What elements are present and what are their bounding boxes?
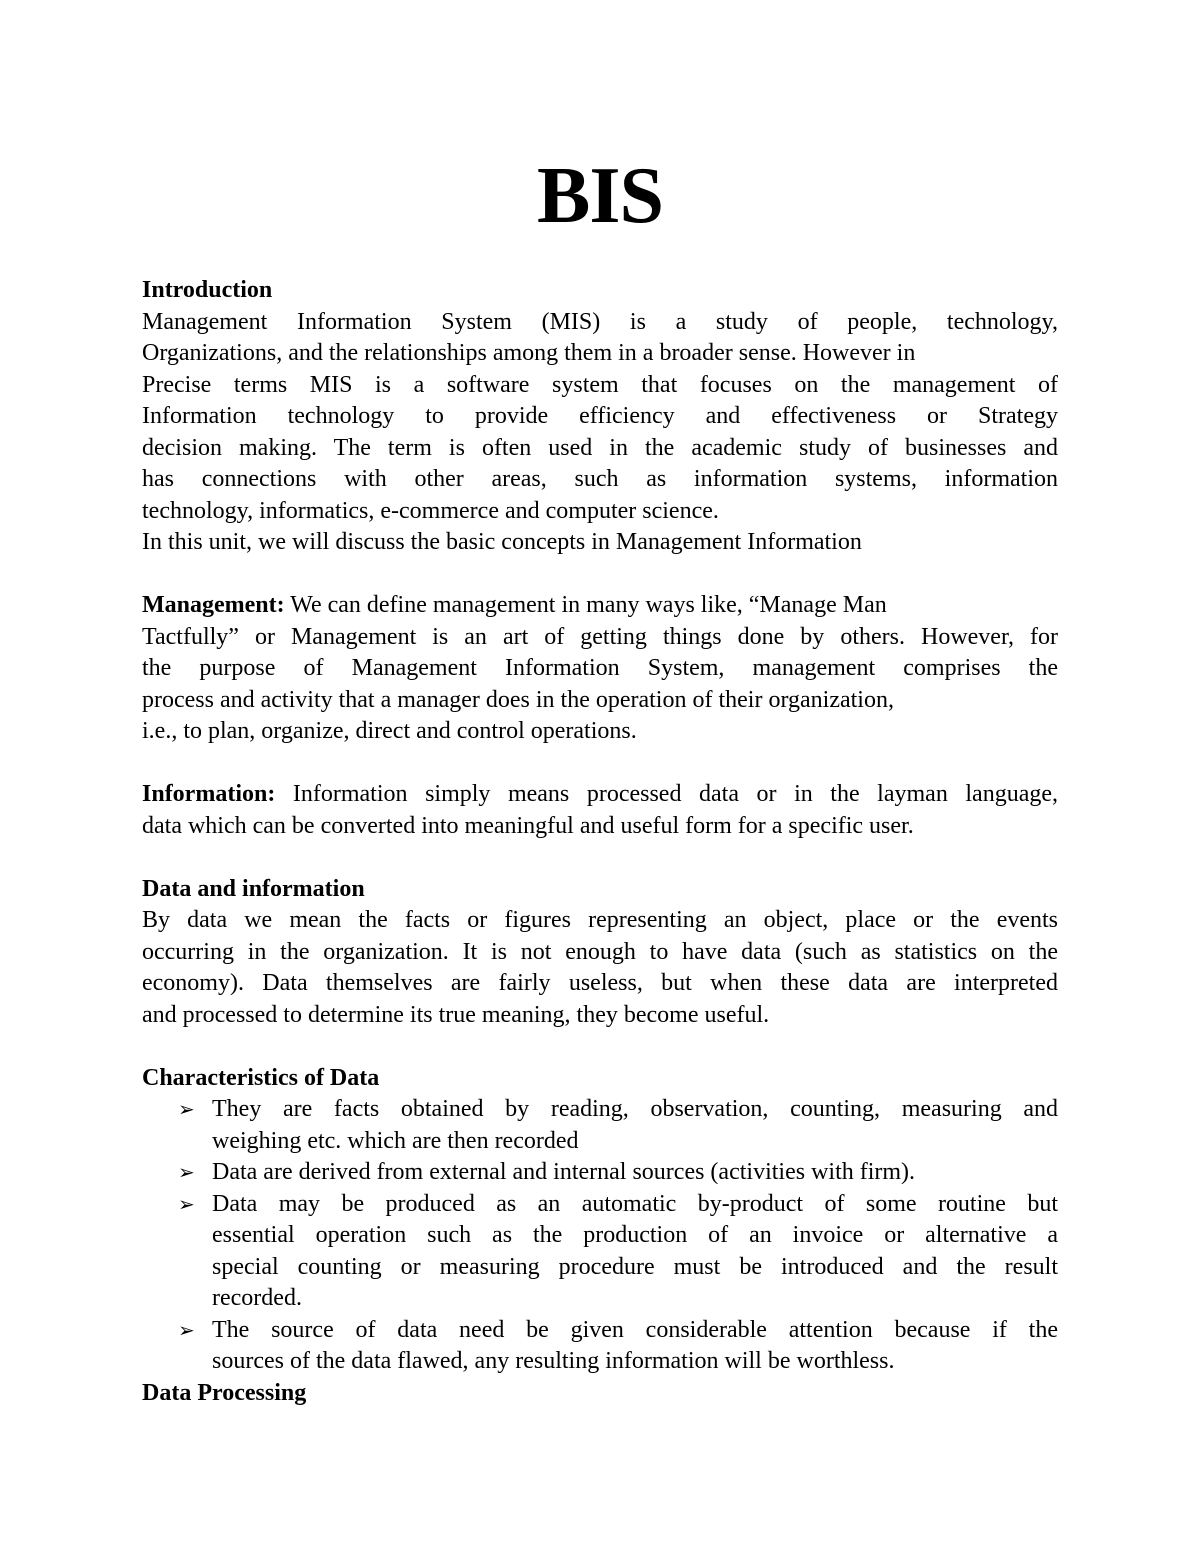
paragraph-line: Management Information System (MIS) is a study of people, technology,	[142, 308, 1058, 335]
list-item-text	[212, 1157, 1058, 1189]
list-item-text	[212, 1189, 1058, 1315]
spacer	[142, 748, 1058, 780]
paragraph-line: Precise terms MIS is a software system that focuses on the management of	[142, 371, 1058, 398]
introduction-closing: In this unit, we will discuss the basic concepts in Management Information	[142, 529, 862, 555]
management-label: Management:	[142, 592, 285, 618]
paragraph-line: economy). Data themselves are fairly useless, but when these data are interpreted	[142, 970, 1058, 996]
paragraph-line: Tactfully” or Management is an art of getting things done by others. However, for	[142, 623, 1058, 650]
information-text: Information simply means processed data or in the layman language,	[275, 781, 1058, 807]
paragraph-line: decision making. The term is often used in the academic study of businesses and	[142, 434, 1058, 461]
arrow-bullet-icon: ➢	[178, 1097, 195, 1121]
document-title: BIS	[537, 152, 663, 240]
paragraph-line: Organizations, and the relationships among them in a broader sense. However in	[142, 340, 916, 366]
paragraph-line: recorded.	[212, 1285, 302, 1311]
paragraph-line	[142, 779, 1058, 811]
paragraph-line: technology, informatics, e-commerce and computer science.	[142, 497, 719, 524]
document-content	[142, 146, 1058, 1409]
list-item-text	[212, 1315, 1058, 1378]
paragraph-line	[142, 590, 1058, 622]
data-and-information-paragraph	[142, 905, 1058, 1031]
paragraph-line: Information technology to provide efficiency and effectiveness or Strategy	[142, 403, 1058, 429]
paragraph-line: They are facts obtained by reading, observation, counting, measuring and	[212, 1096, 1058, 1122]
list-item-text	[212, 1094, 1058, 1157]
management-text: We can define management in many ways like, “Manage Man	[284, 592, 887, 618]
characteristics-list	[142, 1094, 1058, 1378]
paragraph-line: data which can be converted into meaningful and useful form for a specific user.	[142, 812, 914, 839]
paragraph-line: essential operation such as the production of an invoice or alternative a	[212, 1222, 1058, 1248]
introduction-paragraph	[142, 307, 1058, 528]
list-item	[142, 1315, 1058, 1378]
paragraph-line: By data we mean the facts or figures representing an object, place or the events	[142, 907, 1058, 933]
information-label: Information:	[142, 781, 276, 807]
paragraph-line: and processed to determine its true meaning, they become useful.	[142, 1001, 770, 1028]
spacer	[142, 1031, 1058, 1063]
paragraph-line: process and activity that a manager does in the operation of their organization,	[142, 686, 894, 713]
paragraph-line: Data may be produced as an automatic by-product of some routine but	[212, 1190, 1058, 1217]
paragraph-line: sources of the data flawed, any resulting information will be worthless.	[212, 1348, 895, 1374]
arrow-bullet-icon: ➢	[178, 1160, 195, 1184]
characteristics-heading: Characteristics of Data	[142, 1064, 380, 1091]
data-processing-heading: Data Processing	[142, 1379, 307, 1406]
spacer	[142, 559, 1058, 591]
management-paragraph	[142, 590, 1058, 748]
arrow-bullet-icon: ➢	[178, 1191, 195, 1216]
list-item	[142, 1094, 1058, 1157]
paragraph-line: Data are derived from external and internal sources (activities with firm).	[212, 1159, 916, 1185]
spacer	[142, 842, 1058, 874]
information-paragraph	[142, 779, 1058, 842]
paragraph-line: the purpose of Management Information System, management comprises the	[142, 655, 1058, 681]
arrow-bullet-icon: ➢	[178, 1317, 195, 1342]
paragraph-line: weighing etc. which are then recorded	[212, 1127, 579, 1154]
introduction-heading: Introduction	[142, 277, 273, 303]
paragraph-line: special counting or measuring procedure must be introduced and the result	[212, 1253, 1058, 1280]
paragraph-line: The source of data need be given considerable attention because if the	[212, 1316, 1058, 1343]
list-item	[142, 1189, 1058, 1315]
list-item	[142, 1157, 1058, 1189]
paragraph-line: occurring in the organization. It is not enough to have data (such as statistics on the	[142, 938, 1058, 965]
paragraph-line: i.e., to plan, organize, direct and control operations.	[142, 718, 637, 744]
paragraph-line: has connections with other areas, such as information systems, information	[142, 466, 1058, 492]
data-and-information-heading: Data and information	[142, 875, 365, 902]
